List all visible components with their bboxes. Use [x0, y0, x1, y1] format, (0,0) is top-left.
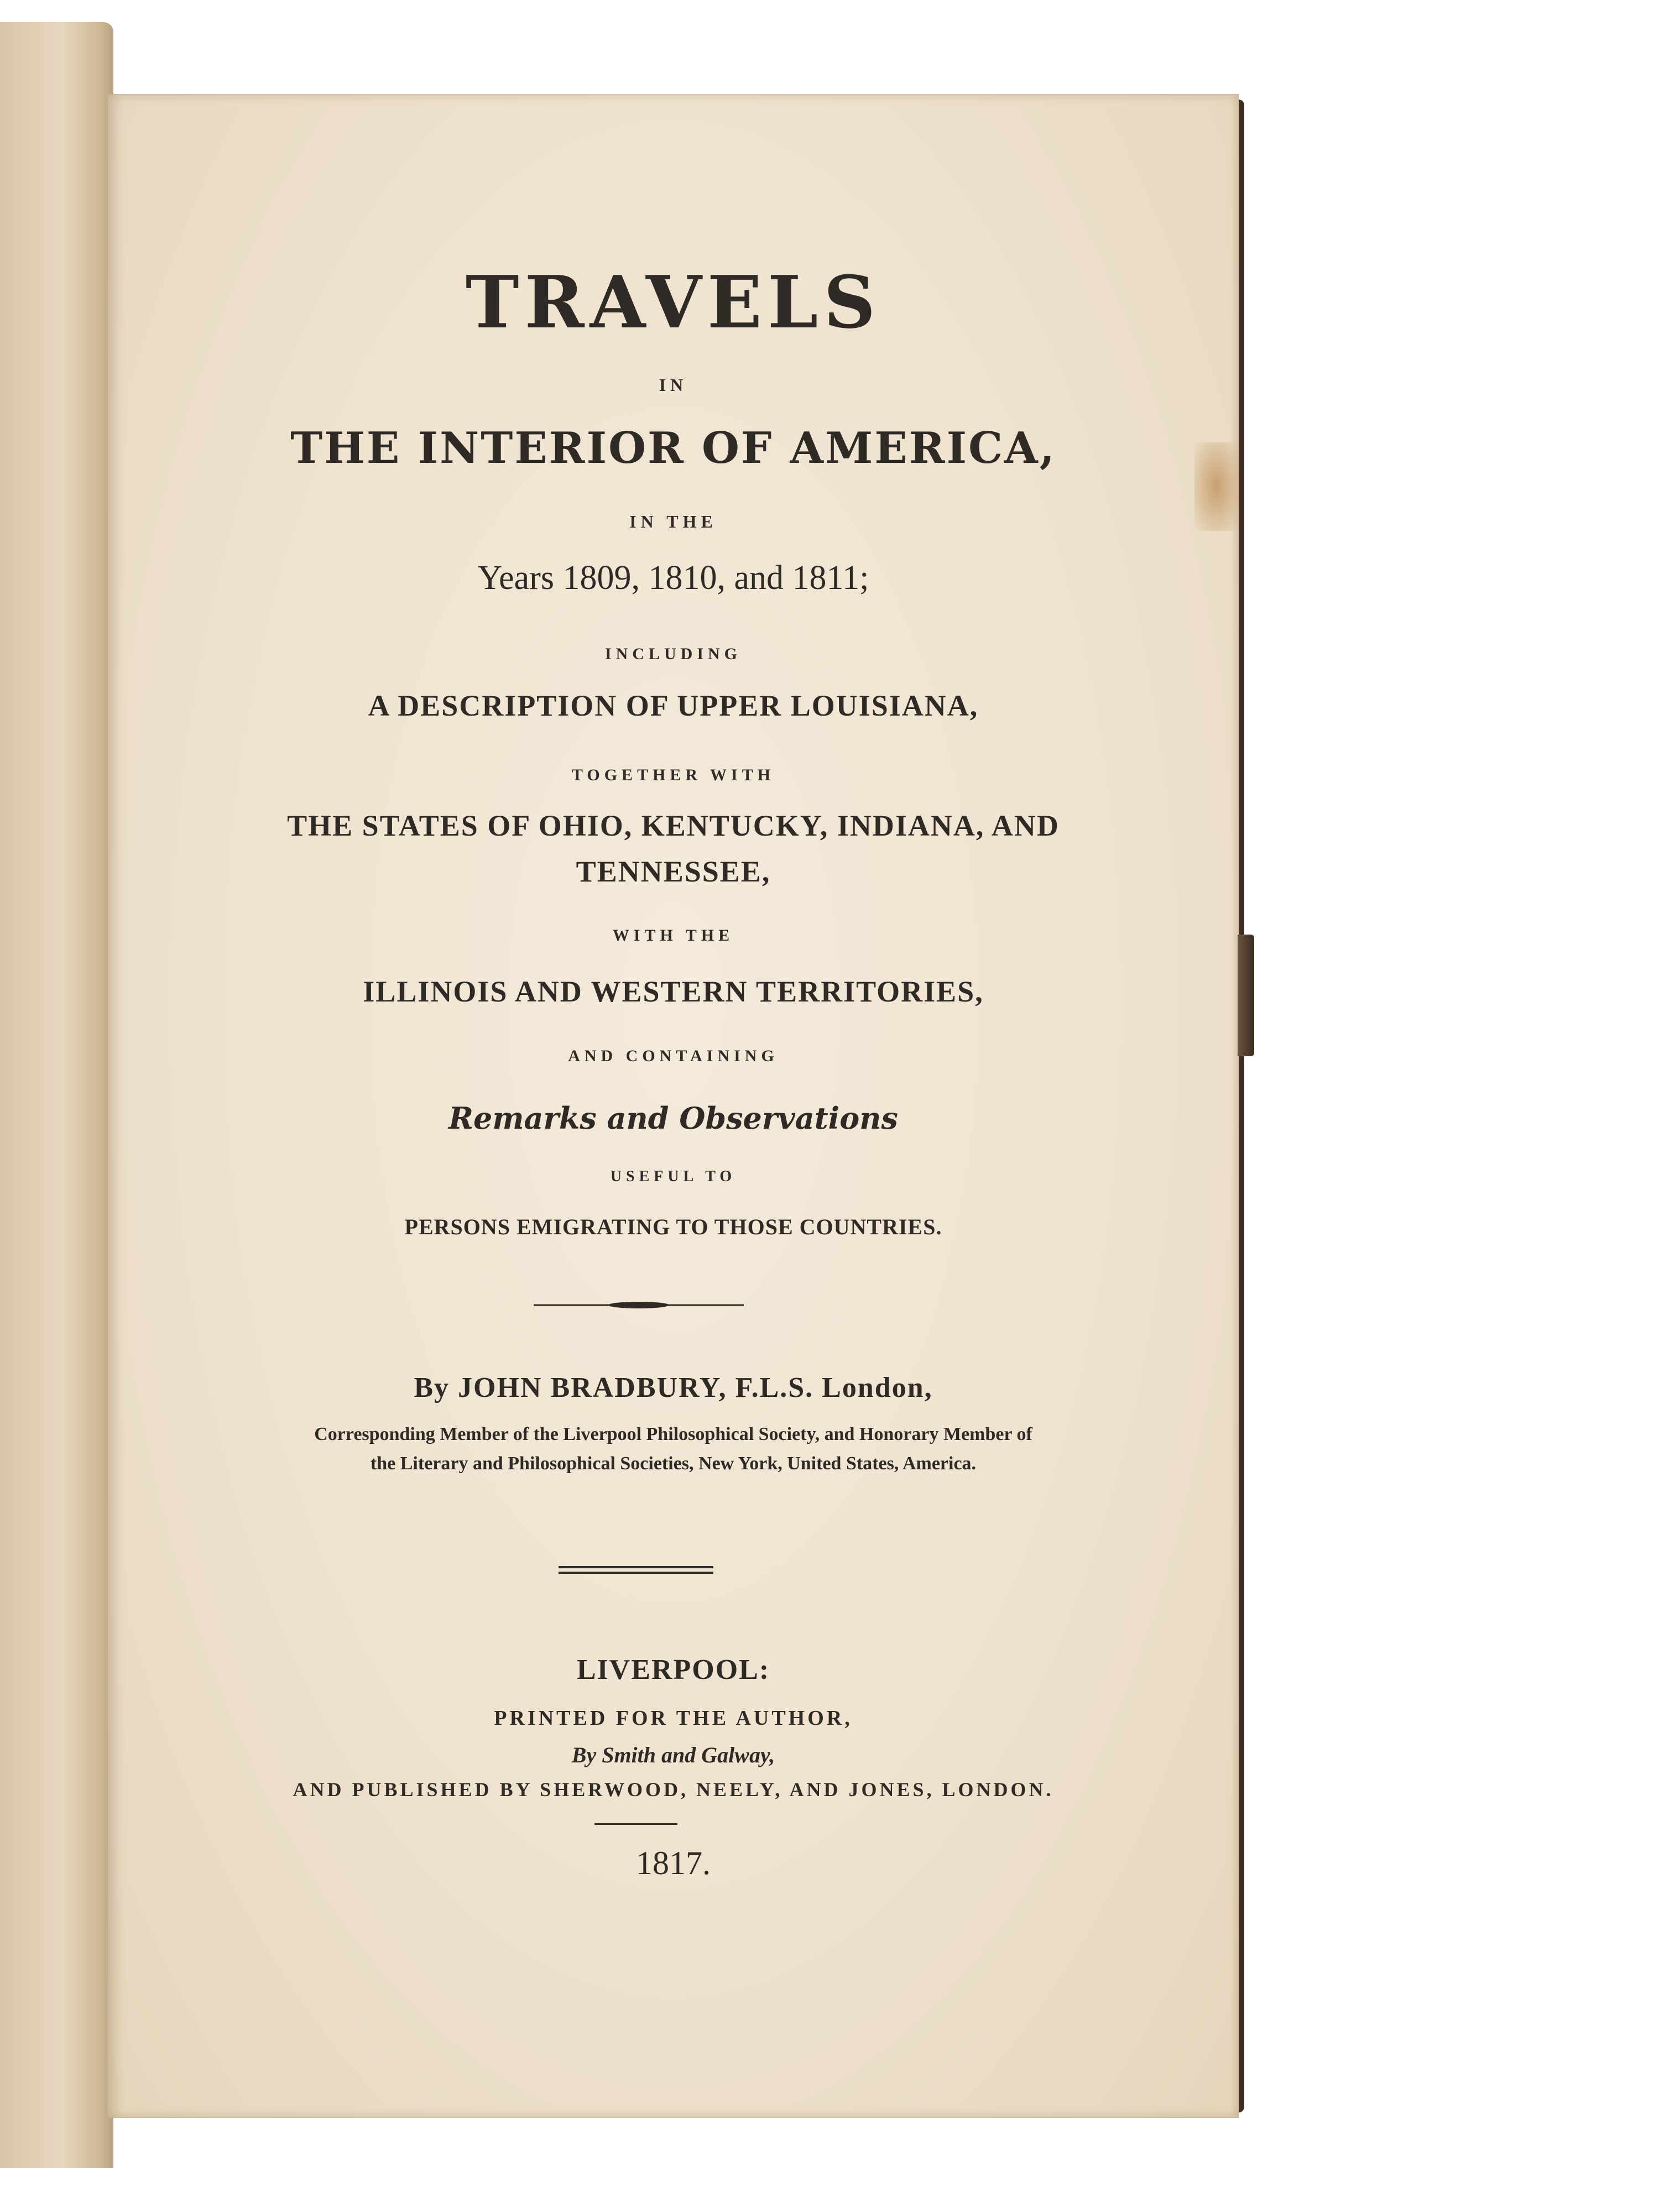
- with-the-line: WITH THE: [612, 926, 734, 945]
- credentials-line-1: Corresponding Member of the Liverpool Philosophical Society, and Honorary Member of: [314, 1424, 1032, 1444]
- useful-to-line: USEFUL TO: [610, 1168, 737, 1185]
- territories-line: ILLINOIS AND WESTERN TERRITORIES,: [363, 975, 984, 1008]
- printer-line: By Smith and Galway,: [571, 1743, 775, 1767]
- in-the-line: IN THE: [629, 512, 717, 531]
- place-line: LIVERPOOL:: [576, 1654, 770, 1686]
- together-with-line: TOGETHER WITH: [571, 766, 775, 784]
- description-line: A DESCRIPTION OF UPPER LOUISIANA,: [368, 689, 979, 722]
- double-rule: [559, 1566, 713, 1574]
- subject-line: THE INTERIOR OF AMERICA,: [290, 423, 1056, 473]
- book-title: TRAVELS: [465, 260, 881, 345]
- including-line: INCLUDING: [604, 645, 742, 663]
- states-line-2: TENNESSEE,: [576, 855, 771, 888]
- ornamental-rule: [534, 1301, 744, 1310]
- states-line-1: THE STATES OF OHIO, KENTUCKY, INDIANA, AND: [287, 809, 1060, 842]
- title-in: IN: [659, 375, 688, 395]
- credentials-line-2: the Literary and Philosophical Societies, New York, United States, America.: [370, 1453, 977, 1474]
- page-tab-marker: [1238, 935, 1254, 1056]
- author-line: By JOHN BRADBURY, F.L.S. London,: [414, 1372, 933, 1404]
- short-rule: [594, 1823, 677, 1825]
- printed-for-line: PRINTED FOR THE AUTHOR,: [494, 1707, 853, 1730]
- remarks-line: Remarks and Observations: [448, 1100, 898, 1136]
- facing-page-edge: [0, 22, 113, 2168]
- years-line: Years 1809, 1810, and 1811;: [477, 559, 869, 597]
- year-line: 1817.: [636, 1845, 711, 1881]
- publisher-line: AND PUBLISHED BY SHERWOOD, NEELY, AND JONES, LONDON.: [293, 1778, 1054, 1801]
- persons-line: PERSONS EMIGRATING TO THOSE COUNTRIES.: [404, 1214, 942, 1239]
- and-containing-line: AND CONTAINING: [568, 1047, 779, 1065]
